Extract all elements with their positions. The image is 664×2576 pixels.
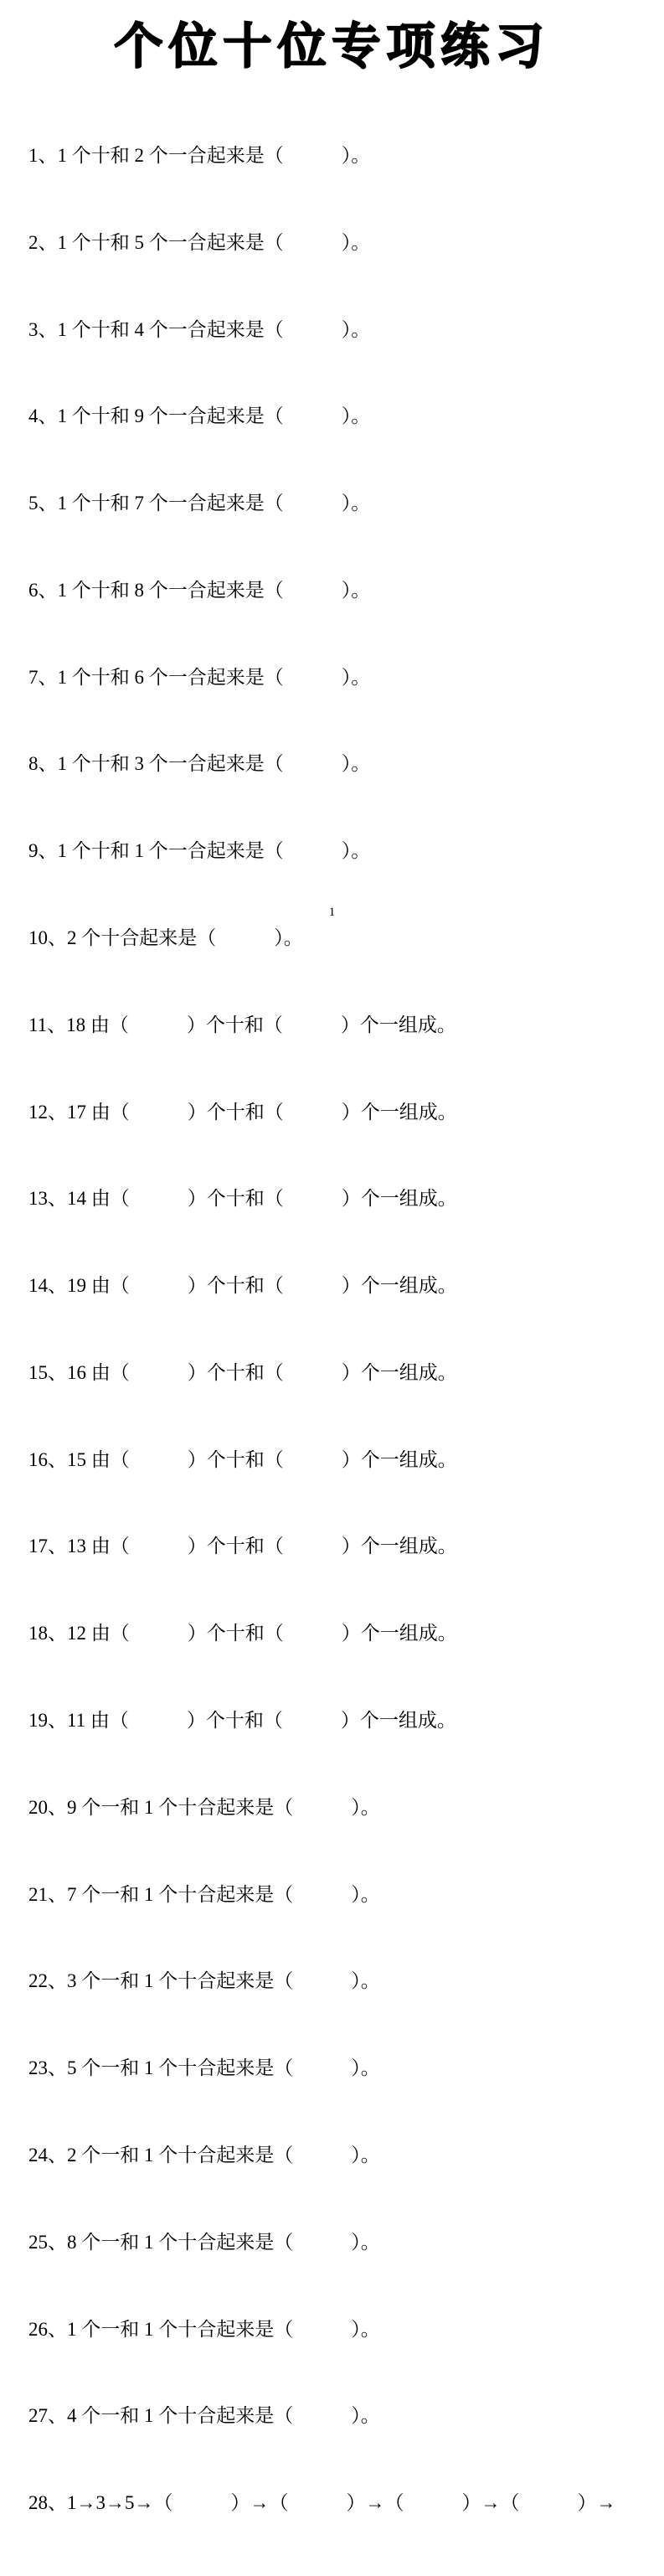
- question-line-8: 8、1 个十和 3 个一合起来是（ ）。: [28, 753, 371, 775]
- question-line-19: 19、11 由（ ）个十和（ ）个一组成。: [28, 1710, 456, 1732]
- question-line-26: 26、1 个一和 1 个十合起来是（ ）。: [28, 2318, 380, 2340]
- question-line-13: 13、14 由（ ）个十和（ ）个一组成。: [28, 1188, 457, 1210]
- question-line-16: 16、15 由（ ）个十和（ ）个一组成。: [28, 1448, 457, 1470]
- question-line-6: 6、1 个十和 8 个一合起来是（ ）。: [28, 579, 371, 601]
- question-line-27: 27、4 个一和 1 个十合起来是（ ）。: [28, 2405, 380, 2427]
- question-line-12: 12、17 由（ ）个十和（ ）个一组成。: [28, 1101, 457, 1123]
- question-line-17: 17、13 由（ ）个十和（ ）个一组成。: [28, 1536, 457, 1557]
- question-line-28: 28、1→3→5→（ ）→（ ）→（ ）→（ ）→: [28, 2492, 616, 2514]
- question-line-14: 14、19 由（ ）个十和（ ）个一组成。: [28, 1275, 457, 1297]
- question-line-5: 5、1 个十和 7 个一合起来是（ ）。: [28, 493, 371, 514]
- question-line-7: 7、1 个十和 6 个一合起来是（ ）。: [28, 666, 371, 688]
- question-line-24: 24、2 个一和 1 个十合起来是（ ）。: [28, 2144, 380, 2166]
- question-line-1: 1、1 个十和 2 个一合起来是（ ）。: [28, 144, 371, 166]
- question-line-20: 20、9 个一和 1 个十合起来是（ ）。: [28, 1796, 380, 1818]
- question-line-15: 15、16 由（ ）个十和（ ）个一组成。: [28, 1361, 457, 1383]
- question-line-9: 9、1 个十和 1 个一合起来是（ ）。: [28, 840, 371, 862]
- question-line-2: 2、1 个十和 5 个一合起来是（ ）。: [28, 231, 371, 253]
- question-line-10: 10、2 个十合起来是（ ）。: [28, 927, 303, 949]
- question-list: [0, 84, 664, 2576]
- question-line-23: 23、5 个一和 1 个十合起来是（ ）。: [28, 2057, 380, 2079]
- worksheet-title: 个位十位专项练习: [114, 19, 550, 74]
- question-line-4: 4、1 个十和 9 个一合起来是（ ）。: [28, 405, 371, 427]
- question-line-22: 22、3 个一和 1 个十合起来是（ ）。: [28, 1970, 380, 1992]
- question-line-11: 11、18 由（ ）个十和（ ）个一组成。: [28, 1014, 456, 1035]
- question-line-21: 21、7 个一和 1 个十合起来是（ ）。: [28, 1883, 380, 1905]
- question-line-18: 18、12 由（ ）个十和（ ）个一组成。: [28, 1623, 457, 1644]
- page-number: 1: [328, 906, 336, 919]
- question-line-25: 25、8 个一和 1 个十合起来是（ ）。: [28, 2231, 380, 2253]
- question-line-3: 3、1 个十和 4 个一合起来是（ ）。: [28, 318, 371, 340]
